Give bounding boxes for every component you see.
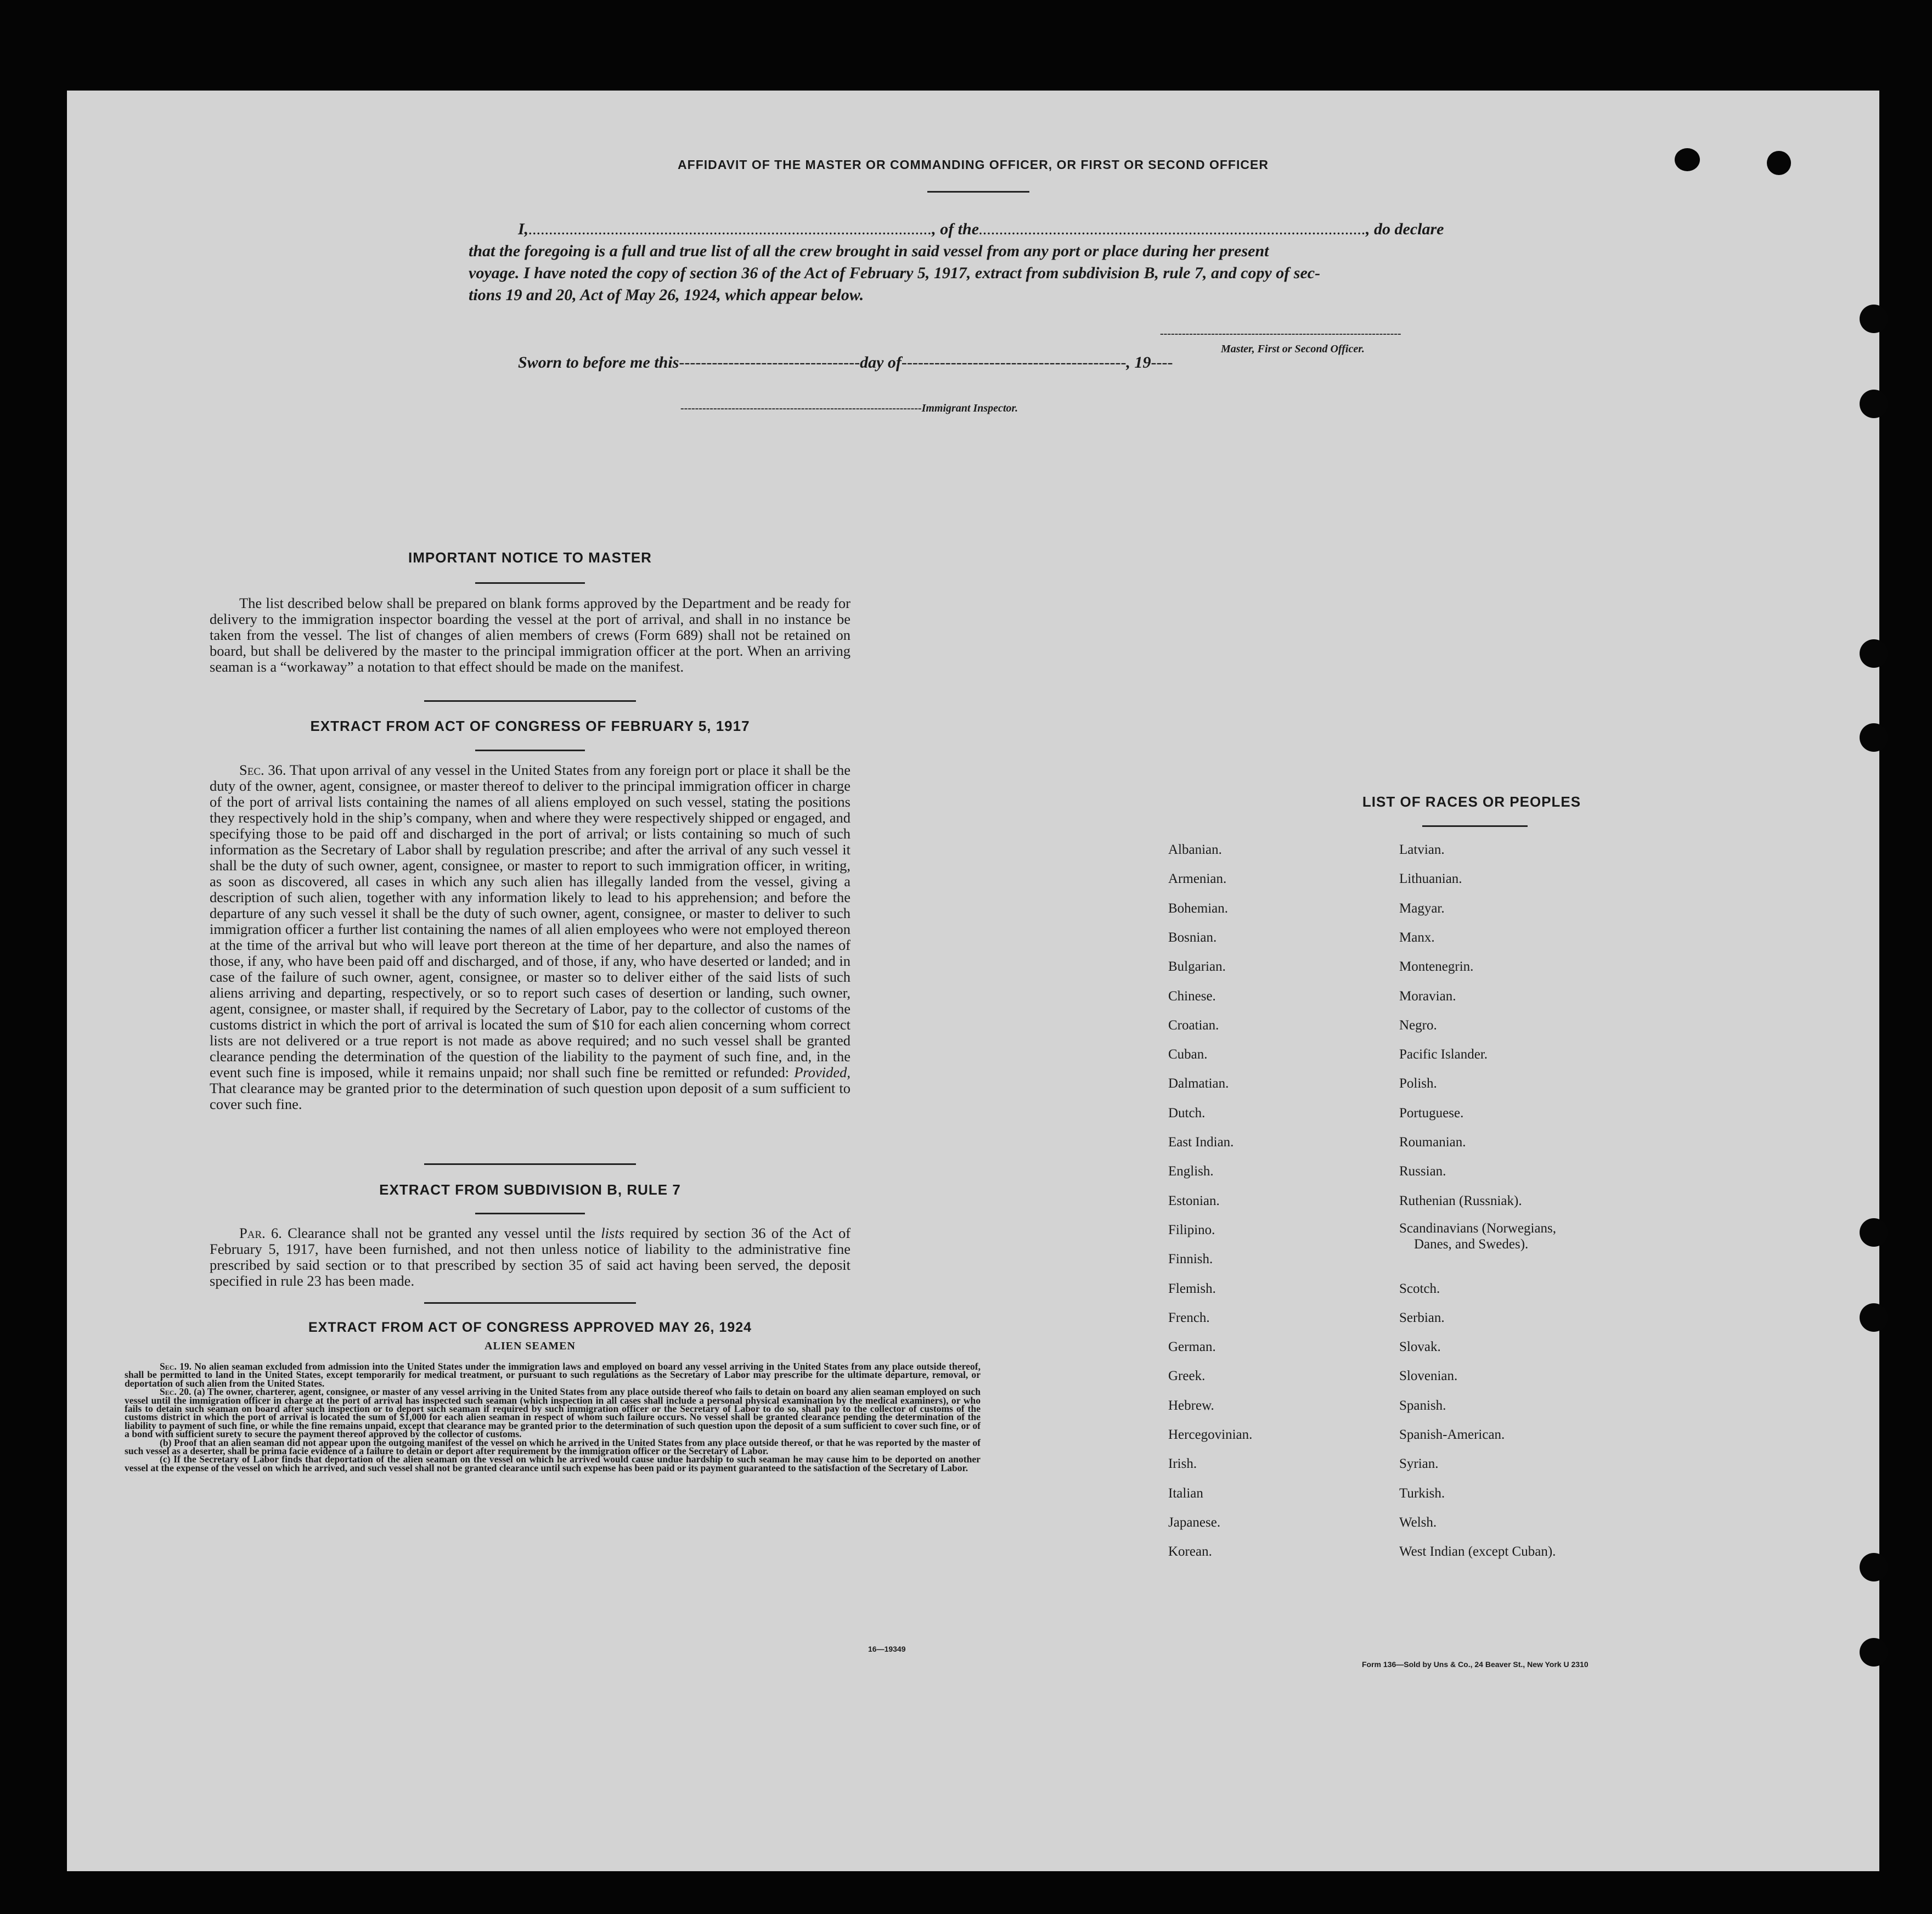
extract-1924-heading: EXTRACT FROM ACT OF CONGRESS APPROVED MAY 26, 1924 xyxy=(308,1320,752,1335)
race-item: Slovak. xyxy=(1399,1339,1441,1355)
race-item: Scandinavians (Norwegians, xyxy=(1399,1220,1557,1236)
extract-1917-heading: EXTRACT FROM ACT OF CONGRESS OF FEBRUARY 5, 1917 xyxy=(310,718,750,734)
race-item: Italian xyxy=(1168,1485,1203,1501)
extract-1917-end-rule xyxy=(424,1163,636,1165)
race-item: Croatian. xyxy=(1168,1017,1219,1033)
notice-rule xyxy=(475,582,585,584)
race-item: Danes, and Swedes). xyxy=(1414,1236,1529,1252)
race-item: German. xyxy=(1168,1339,1216,1355)
race-item: Finnish. xyxy=(1168,1252,1213,1267)
extract-rule7-end-rule xyxy=(424,1302,636,1304)
extract-1917-text xyxy=(210,762,850,1112)
form-footer: Form 136—Sold by Uns & Co., 24 Beaver St., New York U 2310 xyxy=(1362,1660,1589,1669)
sec-20c-text: (c) If the Secretary of Labor finds that deportation of the alien seaman on the vessel on which he arrived would cause undue hardship to such seaman he may cause him to be deported on another vessel at the expense of the vessel on which he arrived, and such vessel shall not be granted clearance until such expense has been paid or its payment guaranteed to the satisfaction of the Secretary of Labor. xyxy=(125,1454,981,1473)
races-rule xyxy=(1422,825,1528,827)
of-the-label: , of the xyxy=(932,220,979,238)
punch-hole xyxy=(1860,1638,1888,1667)
day-of-label: day of xyxy=(860,353,902,371)
races-heading: LIST OF RACES OR PEOPLES xyxy=(1362,793,1581,810)
sec-36-label: Sec. 36. xyxy=(239,762,286,778)
affidavit-heading: AFFIDAVIT OF THE MASTER OR COMMANDING OFFICER, OR FIRST OR SECOND OFFICER xyxy=(678,157,1269,172)
affidavit-i: I, xyxy=(518,220,529,238)
inspector-label: Immigrant Inspector. xyxy=(921,402,1018,414)
race-item: Magyar. xyxy=(1399,900,1445,916)
race-item: Syrian. xyxy=(1399,1456,1439,1472)
punch-hole xyxy=(1860,1553,1888,1581)
race-item: Russian. xyxy=(1399,1164,1446,1179)
par-6-text-a: Clearance shall not be granted any vessel until the xyxy=(288,1225,595,1241)
affidavit-line-1 xyxy=(518,218,1444,240)
do-declare-label: , do declare xyxy=(1366,220,1444,238)
provided-word: Provided, xyxy=(794,1064,851,1080)
race-item: Portuguese. xyxy=(1399,1105,1464,1121)
master-signature-line[interactable]: ------------------------------------------------------------------ xyxy=(1160,328,1401,340)
race-item: Ruthenian (Russniak). xyxy=(1399,1193,1522,1208)
month-blank[interactable]: ----------------------------------------- xyxy=(901,353,1126,371)
race-item: Roumanian. xyxy=(1399,1135,1466,1150)
race-item: Filipino. xyxy=(1168,1222,1215,1237)
race-item: Manx. xyxy=(1399,930,1435,945)
race-item: Bohemian. xyxy=(1168,900,1229,916)
print-code: 16—19349 xyxy=(868,1645,906,1653)
notice-end-rule xyxy=(424,700,636,702)
race-item: Latvian. xyxy=(1399,842,1445,857)
race-item: Lithuanian. xyxy=(1399,871,1462,887)
notice-paragraph: The list described below shall be prepared on blank forms approved by the Department and be ready for delivery to the immigration inspector boarding the vessel at the port of arrival, and shall in no instance be taken from the vessel. The list of changes of alien members of crews (Form 689) shall not be retained on board, but shall be delivered by the master to the principal immigration officer at the port. When an arriving seaman is a “workaway” a notation to that effect should be made on the manifest. xyxy=(210,595,850,675)
notice-text xyxy=(210,595,850,675)
form-sheet xyxy=(67,91,1879,1871)
race-item: East Indian. xyxy=(1168,1135,1234,1150)
par-6-text-b: required by section 36 of the Act of February 5, 1917, have been furnished, and not then unless notice of liability to the administrative fine prescribed by said section or to that prescribed by section 35 of said act having been served, the deposit specified in rule 23 has been made. xyxy=(210,1225,851,1289)
race-item: Spanish-American. xyxy=(1399,1427,1505,1442)
master-signature-label: Master, First or Second Officer. xyxy=(1221,343,1365,355)
extract-1924-text xyxy=(125,1363,981,1472)
race-item: Moravian. xyxy=(1399,988,1456,1004)
race-item: Japanese. xyxy=(1168,1515,1221,1530)
affidavit-line-4: tions 19 and 20, Act of May 26, 1924, which appear below. xyxy=(469,286,864,304)
heading-rule xyxy=(927,191,1029,193)
extract-1917-rule xyxy=(475,750,585,751)
race-item: Polish. xyxy=(1399,1076,1437,1091)
year-blank[interactable]: ---- xyxy=(1151,353,1173,371)
sec-19-label: Sec. 19. xyxy=(160,1361,192,1372)
affidavit-line-3: voyage. I have noted the copy of section 36 of the Act of February 5, 1917, extract from subdivision B, rule 7, and copy of sec- xyxy=(469,264,1321,282)
sec-20a-text: (a) The owner, charterer, agent, consignee, or master of any vessel arriving in the United States from any place outside thereof who fails to detain on board any alien seaman employed on such vessel until the immigration officer in charge at the port of arrival has inspected such seaman (which inspection in all cases shall include a personal physical examination by the medical examiners), or who fails to detain such seaman on board after such inspection or to deport such seaman if required by such immigration officer or the Secretary of Labor to do so, shall pay to the collector of customs of the customs district in which the port of arrival is located the sum of $1,000 for each alien seaman in respect of whom such failure occurs. No vessel shall be granted clearance pending the determination of the liability to payment of such fine, or while the fine remains unpaid, except that clearance may be granted prior to the determination of such question upon the deposit of a sum sufficient to cover such fine, or of a bond with sufficient surety to secure the payment thereof approved by the collector of customs. xyxy=(125,1386,981,1440)
extract-rule7-heading: EXTRACT FROM SUBDIVISION B, RULE 7 xyxy=(379,1181,681,1198)
race-item: Pacific Islander. xyxy=(1399,1047,1488,1062)
race-item: Negro. xyxy=(1399,1017,1437,1033)
punch-hole xyxy=(1860,1218,1888,1247)
race-item: Estonian. xyxy=(1168,1193,1220,1208)
sec-20b-text: (b) Proof that an alien seaman did not appear upon the outgoing manifest of the vessel on which he arrived in the United States from any place outside thereof, or that he was reported by the master of such vessel as a deserter, shall be prima facie evidence of a failure to detain or deport after requirement by the immigration officer or the Secretary of Labor. xyxy=(125,1437,981,1457)
race-item: Turkish. xyxy=(1399,1485,1445,1501)
race-item: Korean. xyxy=(1168,1544,1212,1560)
inspector-signature-blank[interactable]: ------------------------------------------------------------------ xyxy=(680,402,922,414)
race-item: Bosnian. xyxy=(1168,930,1217,945)
race-item: English. xyxy=(1168,1164,1214,1179)
alien-seamen-subheading: ALIEN SEAMEN xyxy=(485,1340,576,1352)
punch-hole xyxy=(1860,723,1888,752)
race-item: Flemish. xyxy=(1168,1281,1216,1296)
race-item: Scotch. xyxy=(1399,1281,1440,1296)
sworn-line xyxy=(518,352,1173,374)
day-blank[interactable]: --------------------------------- xyxy=(679,353,860,371)
race-item: Cuban. xyxy=(1168,1047,1208,1062)
lists-word: lists xyxy=(601,1225,624,1241)
notice-heading: IMPORTANT NOTICE TO MASTER xyxy=(408,549,652,566)
race-item: French. xyxy=(1168,1310,1210,1325)
race-item: Albanian. xyxy=(1168,842,1222,857)
sec-20-label: Sec. 20. xyxy=(160,1386,191,1398)
vessel-blank[interactable]: .............................................................................................. xyxy=(979,220,1366,238)
race-item: Dalmatian. xyxy=(1168,1076,1229,1091)
extract-rule7-rule xyxy=(475,1213,585,1214)
punch-hole xyxy=(1860,639,1888,668)
race-item: Hercegovinian. xyxy=(1168,1427,1253,1442)
race-item: Dutch. xyxy=(1168,1105,1206,1121)
punch-hole xyxy=(1860,390,1888,418)
sec-36-text: That upon arrival of any vessel in the United States from any foreign port or place it shall be the duty of the owner, agent, consignee, or master thereof to deliver to the principal immigration officer in charge of the port of arrival lists containing the names of all aliens employed on such vessel, stating the positions they respectively hold in the ship’s company, when and where they were respectively shipped or engaged, and specifying those to be paid off and discharged in the port of arrival; or lists containing so much of such information as the Secretary of Labor shall by regulation prescribe; and after the arrival of any such vessel it shall be the duty of such owner, agent, consignee, or master to report to such immigration officer, in writing, as soon as discovered, all cases in which any such alien has illegally landed from the vessel, giving a description of such alien, together with any information likely to lead to his apprehension; and before the departure of any such vessel it shall be the duty of such owner, agent, consignee, or master to deliver to such immigration officer a further list containing the names of all alien employees who were not employed thereon at the time of the arrival but who will leave port thereon at the time of her departure, and also the names of those, if any, who have been paid off and discharged, and of those, if any, who have deserted or landed; and in case of the failure of such owner, agent, consignee, or master so to deliver either of the said lists of such aliens arriving and departing, respectively, or so to report such cases of desertion or landing, such owner, agent, consignee, or master shall, if required by the Secretary of Labor, pay to the collector of customs of the customs district in which the port of arrival is located the sum of $10 for each alien concerning whom correct lists are not delivered or a true report is not made as above required; and no such vessel shall be granted clearance pending the determination of the question of the liability to the payment of such fine, and, in the event such fine is imposed, while it remains unpaid; nor shall such fine be remitted or refunded: xyxy=(210,762,850,1080)
race-item: Hebrew. xyxy=(1168,1398,1214,1413)
sworn-label: Sworn to before me this xyxy=(518,353,679,371)
race-item: Greek. xyxy=(1168,1369,1206,1384)
inspector-line xyxy=(680,402,1018,415)
extract-rule7-text xyxy=(210,1225,850,1289)
race-item: West Indian (except Cuban). xyxy=(1399,1544,1556,1560)
race-item: Welsh. xyxy=(1399,1515,1437,1530)
race-item: Chinese. xyxy=(1168,988,1216,1004)
par-6-label: Par. 6. xyxy=(239,1225,282,1241)
sec-19-text: No alien seaman excluded from admission into the United States under the immigration laws and employed on board any vessel arriving in the United States from any place outside thereof, shall be permitted to land in the United States, except temporarily for medical treatment, or pursuant to such regulations as the Secretary of Labor may prescribe for the ultimate departure, removal, or deportation of such alien from the United States. xyxy=(125,1361,981,1389)
affidavit-line-2: that the foregoing is a full and true list of all the crew brought in said vessel from any port or place during her present xyxy=(469,242,1269,260)
punch-hole xyxy=(1860,305,1888,333)
race-item: Irish. xyxy=(1168,1456,1197,1472)
race-item: Slovenian. xyxy=(1399,1369,1458,1384)
race-item: Montenegrin. xyxy=(1399,959,1474,975)
year-label: , 19 xyxy=(1126,353,1151,371)
race-item: Bulgarian. xyxy=(1168,959,1226,975)
race-item: Serbian. xyxy=(1399,1310,1445,1325)
race-item: Spanish. xyxy=(1399,1398,1446,1413)
sec-36-text-end: That clearance may be granted prior to the determination of such question upon deposit of a sum sufficient to cover such fine. xyxy=(210,1080,850,1112)
race-item: Armenian. xyxy=(1168,871,1227,887)
punch-hole xyxy=(1860,1303,1888,1332)
name-blank[interactable]: .................................................................................................. xyxy=(528,220,932,238)
